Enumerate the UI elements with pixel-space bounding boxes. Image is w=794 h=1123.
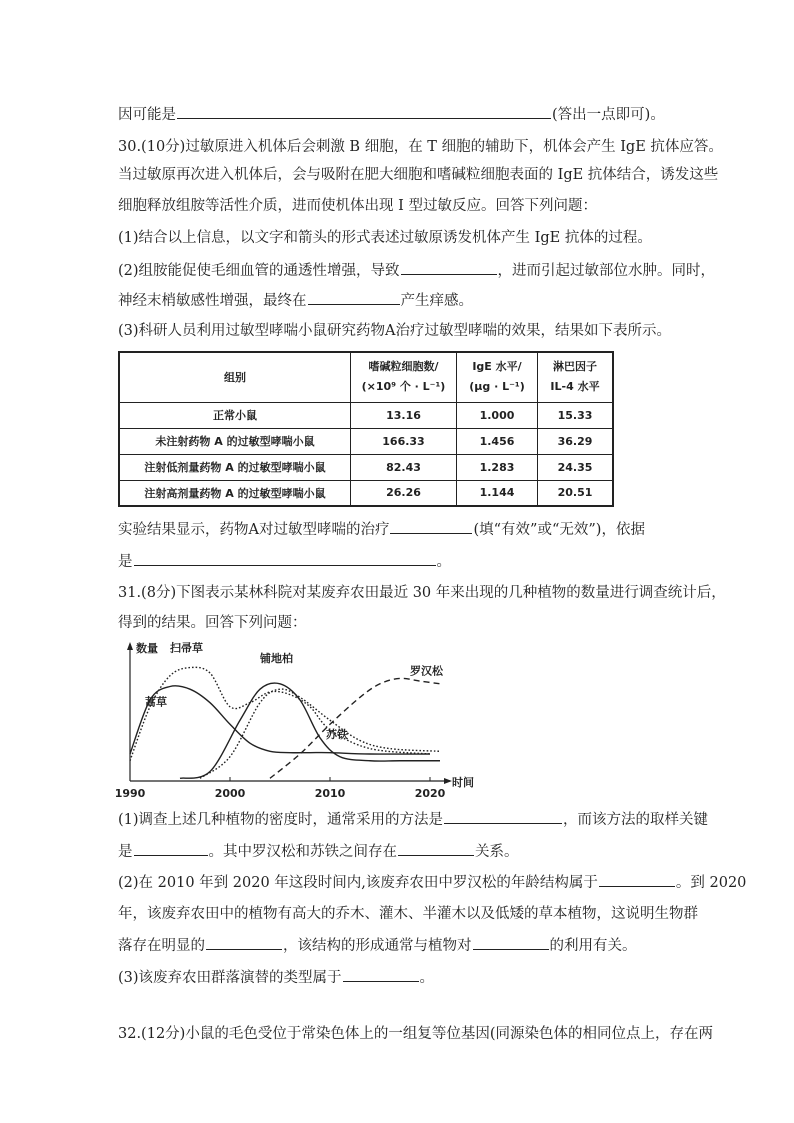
- q31-sub1-text-c: 是: [118, 844, 133, 860]
- y-axis-arrow: [127, 642, 133, 650]
- q30-sub2-text-d: 产生痒感。: [400, 293, 473, 309]
- q30-sub2-text-a: (2)组胺能促使毛细血管的通透性增强，导致: [118, 263, 400, 279]
- answer-blank: [473, 935, 549, 950]
- cell-ige: 1.456: [457, 428, 538, 454]
- q30-line1: 30.(10分)过敏原进入机体后会刺激 B 细胞，在 T 细胞的辅助下，机体会产生 IgE 抗体应答。: [118, 139, 723, 155]
- q31-sub1-line2: [118, 841, 519, 862]
- q30-sub3: (3)科研人员利用过敏型哮喘小鼠研究药物A治疗过敏型哮喘的效果，结果如下表所示。: [118, 323, 672, 339]
- q30-sub2-text-b: ，进而引起过敏部位水肿。同时，: [497, 263, 716, 279]
- q31-sub1-text-e: 关系。: [475, 844, 519, 860]
- cell-group: 注射高剂量药物 A 的过敏型哮喘小鼠: [119, 480, 351, 506]
- prev-tail-prefix: 因可能是: [118, 107, 176, 123]
- header-ige-line1: IgE 水平/: [472, 360, 522, 374]
- header-eos-line2: (×10⁹ 个 · L⁻¹): [361, 380, 446, 394]
- q30-sub1: (1)结合以上信息，以文字和箭头的形式表述过敏原诱发机体产生 IgE 抗体的过程。: [118, 230, 652, 246]
- q30-line2: 当过敏原再次进入机体后，会与吸附在肥大细胞和嗜碱粒细胞表面的 IgE 抗体结合，诱发这些: [118, 167, 719, 183]
- q30-basis-text-b: 。: [436, 554, 451, 570]
- header-group: 组别: [119, 352, 351, 402]
- cell-group: 正常小鼠: [119, 402, 351, 428]
- series-line-苏铁: [200, 689, 440, 778]
- x-tick-label: 2020: [414, 787, 446, 800]
- answer-blank: [599, 872, 675, 887]
- q31-sub2-text-b: 。到 2020: [675, 875, 747, 891]
- cell-ige: 1.283: [457, 454, 538, 480]
- header-il4-line1: 淋巴因子: [553, 360, 597, 374]
- x-axis-arrow: [444, 778, 452, 784]
- header-ige: [457, 352, 538, 402]
- series-label-蒿草: 蒿草: [145, 695, 167, 709]
- chart-labels: [145, 640, 444, 740]
- cell-il4: 24.35: [538, 454, 614, 480]
- answer-blank: [206, 935, 282, 950]
- q31-sub3-text-a: (3)该废弃农田群落演替的类型属于: [118, 970, 342, 986]
- series-label-扫帚草: 扫帚草: [170, 641, 203, 655]
- y-axis-label: 数量: [136, 642, 158, 655]
- q31-sub1-text-b: ，而该方法的取样关键: [563, 812, 709, 828]
- q31-sub1-text-d: 。其中罗汉松和苏铁之间存在: [208, 844, 397, 860]
- header-eos-line1: 嗜碱粒细胞数/: [368, 360, 439, 374]
- answer-blank: [390, 519, 472, 534]
- cell-group: 注射低剂量药物 A 的过敏型哮喘小鼠: [119, 454, 351, 480]
- answer-blank: [444, 809, 562, 824]
- header-il4: [538, 352, 614, 402]
- answer-blank: [398, 841, 474, 856]
- q31-line2: 得到的结果。回答下列问题：: [118, 615, 307, 631]
- table-row: [119, 402, 613, 428]
- q30-sub2-text-c: 神经末梢敏感性增强，最终在: [118, 293, 307, 309]
- q30-basis-line: [118, 551, 451, 572]
- population-line-chart: [108, 636, 478, 806]
- q31-sub2-text-a: (2)在 2010 年到 2020 年这段时间内,该废弃农田中罗汉松的年龄结构属于: [118, 875, 598, 891]
- header-eos: [351, 352, 457, 402]
- cell-eos: 166.33: [351, 428, 457, 454]
- chart-series: [130, 667, 440, 778]
- q31-sub1-text-a: (1)调查上述几种植物的密度时，通常采用的方法是: [118, 812, 444, 828]
- cell-ige: 1.144: [457, 480, 538, 506]
- x-tick-label: 2010: [314, 787, 346, 800]
- q30-basis-text-a: 是: [118, 554, 133, 570]
- answer-blank: [401, 260, 497, 275]
- q30-line3: 细胞释放组胺等活性介质，进而使机体出现 I 型过敏反应。回答下列问题：: [118, 198, 597, 214]
- x-tick-label: 2000: [214, 787, 246, 800]
- series-label-铺地柏: 铺地柏: [260, 652, 293, 666]
- cell-il4: 15.33: [538, 402, 614, 428]
- q30-result-text-a: 实验结果显示，药物A对过敏型哮喘的治疗: [118, 522, 390, 538]
- cell-group: 未注射药物 A 的过敏型哮喘小鼠: [119, 428, 351, 454]
- q32-line1: 32.(12分)小鼠的毛色受位于常染色体上的一组复等位基因(同源染色体的相同位点上，存在两: [118, 1026, 713, 1042]
- q30-sub2-line2: [118, 290, 473, 311]
- x-tick-label: 1990: [114, 787, 146, 800]
- answer-blank: [177, 104, 551, 119]
- table-row: [119, 480, 613, 506]
- q30-result-line: [118, 519, 645, 540]
- cell-eos: 13.16: [351, 402, 457, 428]
- answer-blank: [134, 841, 208, 856]
- table-header-row: [119, 352, 613, 402]
- cell-ige: 1.000: [457, 402, 538, 428]
- series-label-苏铁: 苏铁: [326, 727, 348, 741]
- q31-sub3: [118, 967, 434, 988]
- answer-blank: [134, 551, 436, 566]
- q31-sub2-text-e: ，该结构的形成通常与植物对: [283, 938, 472, 954]
- cell-il4: 20.51: [538, 480, 614, 506]
- q30-result-text-b: (填“有效”或“无效”)，依据: [473, 522, 645, 538]
- series-line-罗汉松: [270, 678, 440, 778]
- series-line-铺地柏: [180, 683, 440, 778]
- q31-sub1-line1: [118, 809, 708, 830]
- q30-sub2-line1: [118, 260, 715, 281]
- answer-blank: [343, 967, 419, 982]
- prev-tail-suffix: (答出一点即可)。: [552, 107, 665, 123]
- prev-question-tail: [118, 104, 665, 125]
- q31-sub3-text-b: 。: [419, 970, 435, 986]
- cell-il4: 36.29: [538, 428, 614, 454]
- cell-eos: 82.43: [351, 454, 457, 480]
- table-row: [119, 454, 613, 480]
- series-line-蒿草: [130, 686, 430, 754]
- header-il4-line2: IL-4 水平: [550, 380, 600, 394]
- q31-sub2-line2: 年，该废弃农田中的植物有高大的乔木、灌木、半灌木以及低矮的草本植物，这说明生物群: [118, 906, 698, 922]
- table-row: [119, 428, 613, 454]
- q31-line1: 31.(8分)下图表示某林科院对某废弃农田最近 30 年来出现的几种植物的数量进行调查统计后，: [118, 585, 726, 601]
- answer-blank: [308, 290, 400, 305]
- cell-eos: 26.26: [351, 480, 457, 506]
- q31-sub2-line1: [118, 872, 746, 893]
- x-axis-label: 时间: [452, 776, 474, 789]
- results-table: [118, 351, 614, 507]
- header-ige-line2: (μg · L⁻¹): [469, 380, 525, 394]
- q31-sub2-text-f: 的利用有关。: [549, 938, 637, 954]
- q31-sub2-line3: [118, 935, 637, 956]
- q31-sub2-text-d: 落存在明显的: [118, 938, 205, 954]
- series-label-罗汉松: 罗汉松: [410, 664, 443, 678]
